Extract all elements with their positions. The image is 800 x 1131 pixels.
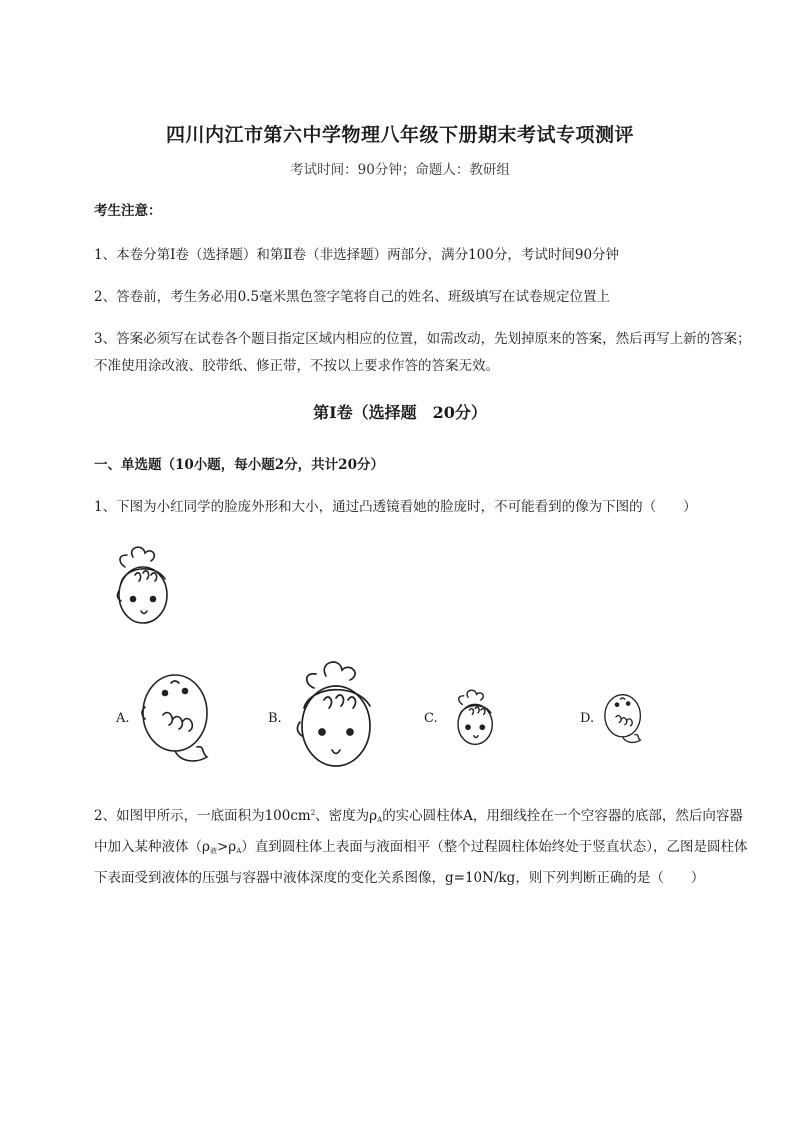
option-b-label: B. xyxy=(268,711,282,726)
question-2-text-2: 、密度为ρ xyxy=(315,808,378,824)
option-b-face-illustration xyxy=(290,660,380,775)
question-2-sub-a: A xyxy=(377,816,383,824)
question-2-sup: 2 xyxy=(310,809,316,817)
notice-heading: 考生注意： xyxy=(94,203,162,219)
question-2-text-4: ）直到圆柱体上表面与液面相平（整个过程圆柱体始终处于竖直状态），乙图是圆柱体下表面受到液体的压强与容器中液体深度的变化关系图像，g=10N/kg，则下列判断正确的是（ ） xyxy=(94,839,748,886)
option-d-face-illustration xyxy=(600,688,648,748)
option-d-label: D. xyxy=(580,711,595,726)
question-2-sub-a2: A xyxy=(236,847,242,855)
option-c-face-illustration xyxy=(448,688,498,750)
reference-face-illustration xyxy=(105,545,175,630)
question-2-sub-liquid: 液 xyxy=(209,847,217,855)
question-2-text-1: 2、如图甲所示，一底面积为100cm xyxy=(94,808,311,824)
notice-item-2: 2、答卷前，考生务必用0.5毫米黑色签字笔将自己的姓名、班级填写在试卷规定位置上 xyxy=(94,289,611,305)
question-2 xyxy=(94,800,754,892)
question-2-text-3: 的实心圆柱体A，用细线拴在一个空容器的底部，然后向容器中加入某种液体（ρ xyxy=(94,808,743,855)
part-heading: 一、单选题（10小题，每小题2分，共计20分） xyxy=(94,457,384,473)
page-title: 四川内江市第六中学物理八年级下册期末考试专项测评 xyxy=(165,124,634,146)
option-a-face-illustration xyxy=(135,663,220,771)
question-1: 1、下图为小红同学的脸庞外形和大小，通过凸透镜看她的脸庞时，不可能看到的像为下图的（ ） xyxy=(94,499,697,515)
option-a-label: A. xyxy=(116,711,130,726)
notice-item-1: 1、本卷分第I卷（选择题）和第Ⅱ卷（非选择题）两部分，满分100分，考试时间90分钟 xyxy=(94,247,620,263)
section-title: 第I卷（选择题 20分） xyxy=(313,403,487,422)
option-c-label: C. xyxy=(424,711,438,726)
exam-meta: 考试时间：90分钟；命题人：教研组 xyxy=(290,162,510,178)
question-2-gt: >ρ xyxy=(216,839,237,855)
notice-item-3: 3、答案必须写在试卷各个题目指定区域内相应的位置，如需改动，先划掉原来的答案，然后再写上新的答案；不准使用涂改液、胶带纸、修正带，不按以上要求作答的答案无效。 xyxy=(94,331,751,374)
